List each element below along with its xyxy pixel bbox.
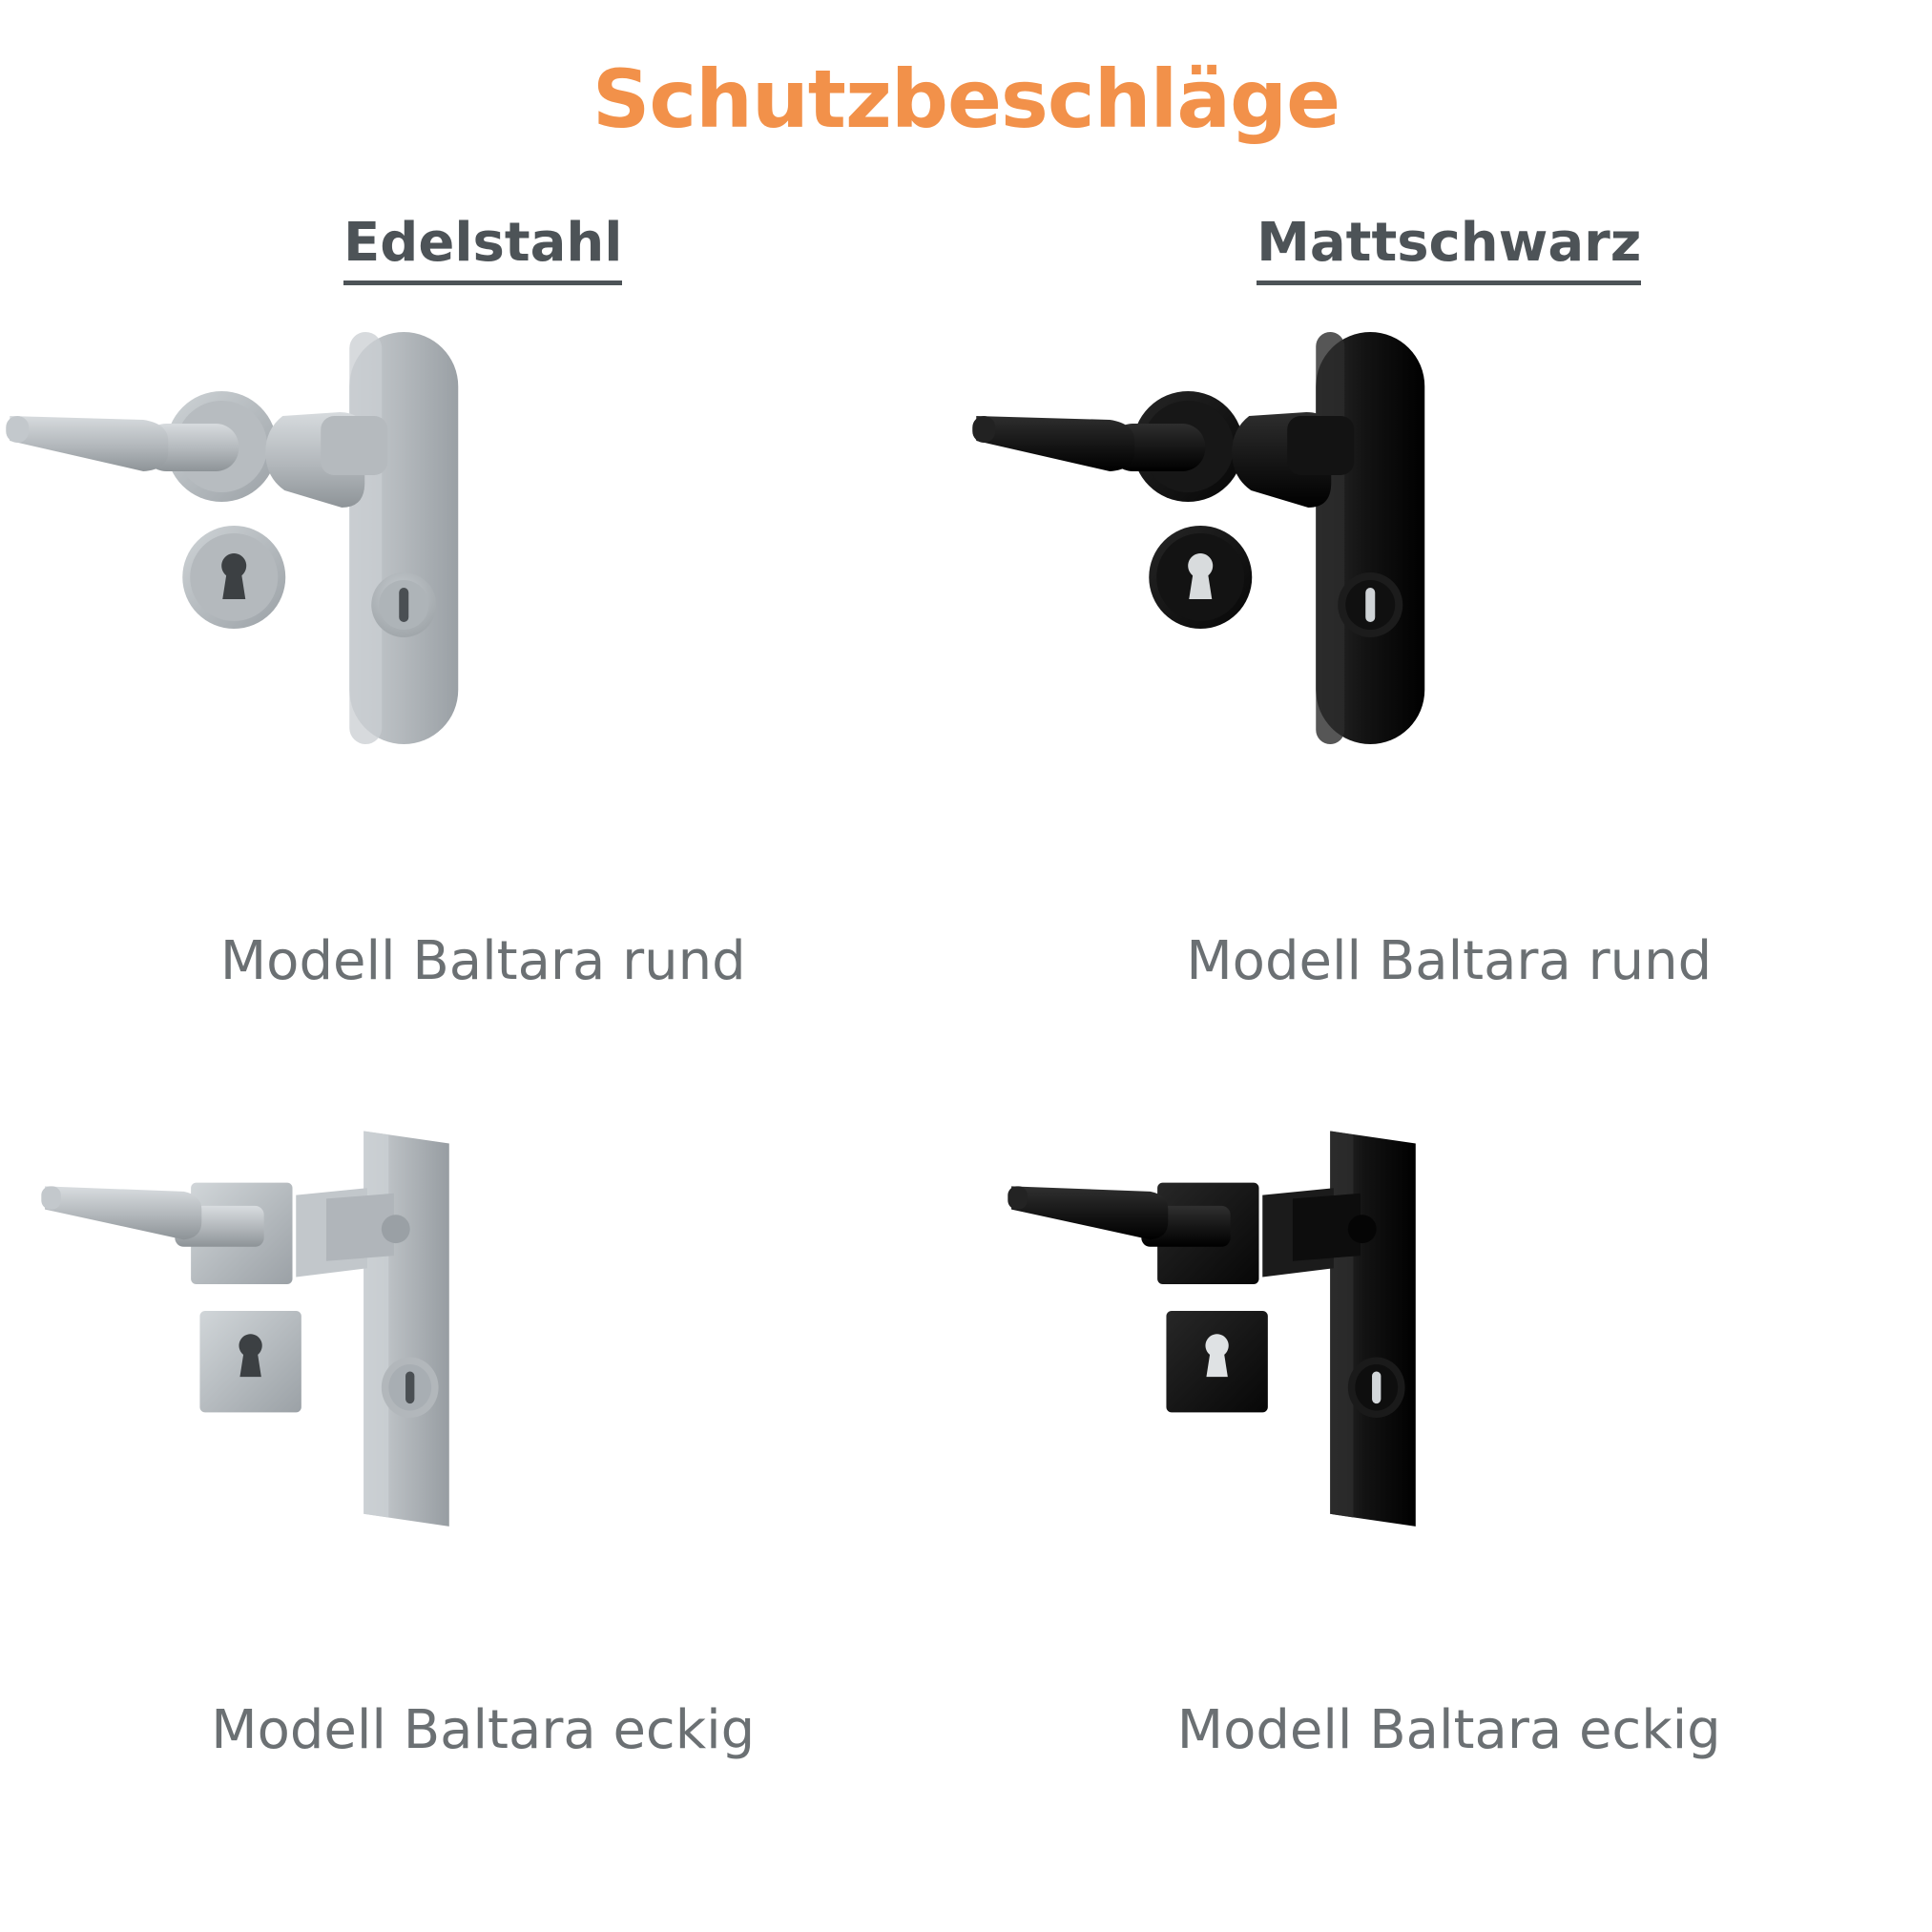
page-title: Schutzbeschläge <box>592 52 1340 146</box>
left-lever-assembly <box>972 391 1243 502</box>
left-key-escutcheon <box>1166 1311 1267 1412</box>
column-headers <box>0 210 1932 285</box>
product-image-edelstahl-rund <box>0 324 966 897</box>
product-grid <box>0 315 1932 1899</box>
product-caption-edelstahl-rund: Modell Baltara rund <box>219 930 746 992</box>
left-lever-assembly <box>41 1183 292 1284</box>
product-image-edelstahl-eckig <box>0 1124 966 1658</box>
product-image-mattschwarz-eckig <box>966 1124 1932 1658</box>
right-security-plate <box>265 332 458 744</box>
left-lever-assembly <box>6 391 277 502</box>
product-card-mattschwarz-eckig[interactable] <box>966 1107 1932 1899</box>
product-image-mattschwarz-rund <box>966 324 1932 897</box>
right-security-plate <box>296 1131 449 1526</box>
column-header-mattschwarz <box>966 210 1932 285</box>
product-card-edelstahl-eckig[interactable] <box>0 1107 966 1899</box>
product-caption-edelstahl-eckig: Modell Baltara eckig <box>211 1699 756 1761</box>
product-card-mattschwarz-rund[interactable] <box>966 315 1932 1107</box>
column-header-edelstahl <box>0 210 966 285</box>
right-security-plate <box>1262 1131 1416 1526</box>
right-security-plate <box>1232 332 1424 744</box>
left-key-escutcheon <box>199 1311 301 1412</box>
column-header-mattschwarz-label: Mattschwarz <box>1257 210 1641 285</box>
product-caption-mattschwarz-rund: Modell Baltara rund <box>1186 930 1713 992</box>
product-card-edelstahl-rund[interactable] <box>0 315 966 1107</box>
left-key-escutcheon <box>1149 526 1252 629</box>
product-caption-mattschwarz-eckig: Modell Baltara eckig <box>1176 1699 1721 1761</box>
column-header-edelstahl-label: Edelstahl <box>343 210 622 285</box>
left-lever-assembly <box>1008 1183 1258 1284</box>
left-key-escutcheon <box>182 526 285 629</box>
